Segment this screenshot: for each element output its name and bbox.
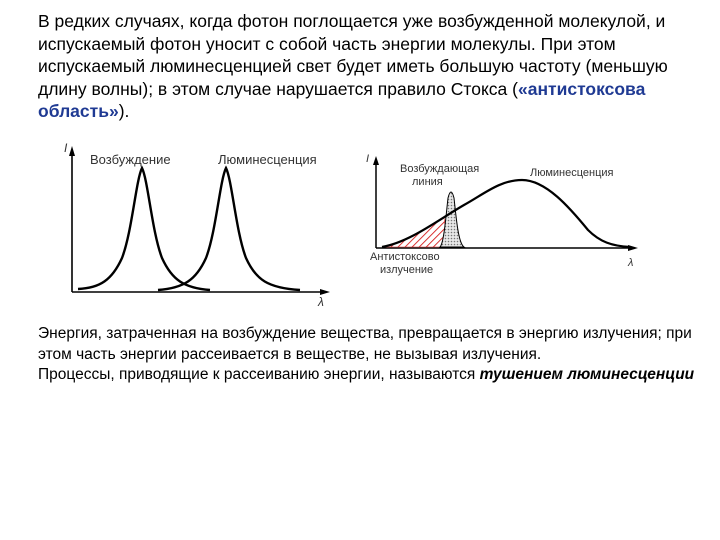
left-x-axis-label: λ [318,295,324,309]
spectra-figure-right [360,150,660,280]
outro-paragraph [38,324,708,386]
luminescence-curve-left [158,168,300,290]
luminescence-label-right: Люминесценция [530,167,614,179]
excitation-curve [78,168,210,290]
spectra-figure-left [60,140,340,310]
intro-text-end: ). [118,101,130,121]
excitation-label: Возбуждение [90,152,171,167]
exciting-line-label-1: Возбуждающая [400,163,480,175]
exciting-line-label-2: линия [412,176,443,188]
right-y-axis-label: I [366,153,370,165]
left-y-arrow [69,146,75,156]
left-y-axis-label: I [64,141,68,155]
outro-line-2-text: Процессы, приводящие к рассеиванию энергии, называются [38,366,480,383]
right-y-arrow [373,156,379,165]
intro-paragraph [38,10,708,123]
antistokes-hatched-region [384,218,448,247]
outro-line-2 [38,365,708,386]
antistokes-term: «антистоксова область» [38,78,646,121]
outro-line-1: Энергия, затраченная на возбуждение вещества, превращается в энергию излучения; при этом часть энергии рассеивается в веществе, не вызывая излучения. [38,325,692,363]
quenching-term: тушением люминесценции [479,366,695,383]
antistokes-label-2: излучение [380,264,434,276]
intro-text: В редких случаях, когда фотон поглощается уже возбужденной молекулой, и испускаемый фотон уносит с собой часть энергии молекулы. При этом испускаемый люминесценцией свет будет иметь большую частоту (меньшую длину волны); в этом случае нарушается правило Стокса ( [38,11,668,99]
antistokes-label-1: Антистоксово [370,251,440,263]
right-x-axis-label: λ [628,257,634,269]
luminescence-label-left: Люминесценция [218,152,317,167]
